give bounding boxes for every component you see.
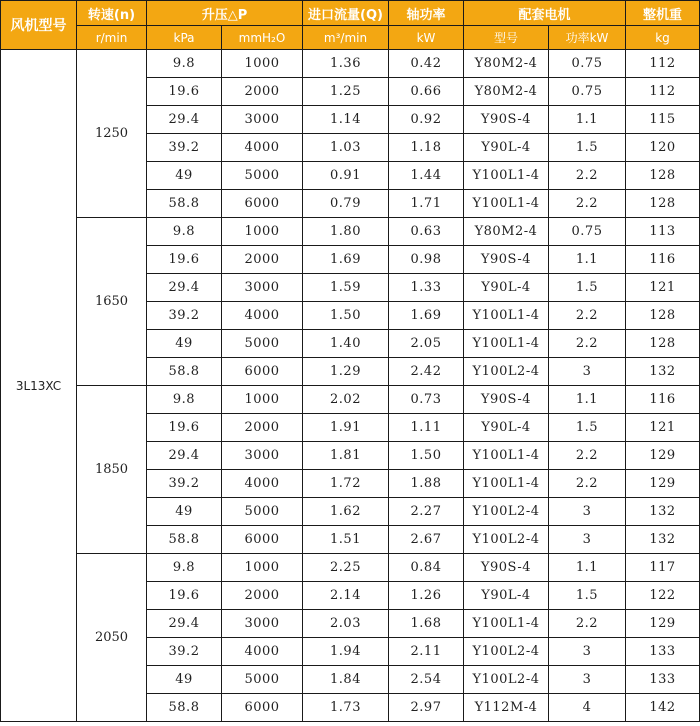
- cell-flow: 1.72: [303, 470, 389, 498]
- cell-kpa: 58.8: [147, 694, 222, 722]
- cell-kpa: 19.6: [147, 582, 222, 610]
- cell-mmh2o: 3000: [222, 274, 303, 302]
- cell-kpa: 9.8: [147, 386, 222, 414]
- cell-motor-model: Y100L2-4: [464, 666, 549, 694]
- cell-weight: 128: [626, 330, 700, 358]
- cell-shaft-power: 1.18: [389, 134, 464, 162]
- cell-motor-power: 2.2: [549, 302, 626, 330]
- cell-shaft-power: 2.05: [389, 330, 464, 358]
- cell-motor-model: Y90S-4: [464, 386, 549, 414]
- cell-mmh2o: 1000: [222, 50, 303, 78]
- cell-weight: 128: [626, 162, 700, 190]
- cell-mmh2o: 2000: [222, 246, 303, 274]
- cell-mmh2o: 6000: [222, 526, 303, 554]
- cell-mmh2o: 2000: [222, 78, 303, 106]
- cell-weight: 133: [626, 666, 700, 694]
- cell-weight: 122: [626, 582, 700, 610]
- cell-shaft-power: 0.84: [389, 554, 464, 582]
- cell-motor-model: Y100L2-4: [464, 526, 549, 554]
- cell-kpa: 58.8: [147, 190, 222, 218]
- cell-flow: 1.91: [303, 414, 389, 442]
- cell-weight: 115: [626, 106, 700, 134]
- cell-mmh2o: 6000: [222, 190, 303, 218]
- cell-flow: 1.84: [303, 666, 389, 694]
- cell-speed: 1650: [77, 218, 147, 386]
- cell-shaft-power: 1.11: [389, 414, 464, 442]
- cell-mmh2o: 2000: [222, 414, 303, 442]
- cell-motor-model: Y80M2-4: [464, 50, 549, 78]
- cell-kpa: 39.2: [147, 134, 222, 162]
- cell-motor-model: Y100L2-4: [464, 498, 549, 526]
- cell-speed: 2050: [77, 554, 147, 722]
- cell-motor-power: 1.5: [549, 134, 626, 162]
- cell-kpa: 29.4: [147, 610, 222, 638]
- unit-flow: m³/min: [303, 26, 389, 50]
- cell-kpa: 9.8: [147, 218, 222, 246]
- cell-kpa: 49: [147, 498, 222, 526]
- cell-flow: 2.25: [303, 554, 389, 582]
- cell-kpa: 9.8: [147, 554, 222, 582]
- cell-shaft-power: 2.67: [389, 526, 464, 554]
- cell-motor-power: 1.5: [549, 582, 626, 610]
- cell-motor-model: Y100L1-4: [464, 470, 549, 498]
- cell-weight: 129: [626, 470, 700, 498]
- cell-weight: 128: [626, 190, 700, 218]
- cell-motor-power: 0.75: [549, 50, 626, 78]
- cell-mmh2o: 4000: [222, 302, 303, 330]
- cell-shaft-power: 0.92: [389, 106, 464, 134]
- cell-motor-model: Y80M2-4: [464, 218, 549, 246]
- cell-shaft-power: 0.42: [389, 50, 464, 78]
- cell-shaft-power: 2.97: [389, 694, 464, 722]
- cell-motor-model: Y100L1-4: [464, 162, 549, 190]
- cell-shaft-power: 1.88: [389, 470, 464, 498]
- unit-mmh2o: mmH₂O: [222, 26, 303, 50]
- cell-flow: 1.62: [303, 498, 389, 526]
- cell-mmh2o: 2000: [222, 582, 303, 610]
- cell-kpa: 39.2: [147, 302, 222, 330]
- cell-mmh2o: 4000: [222, 470, 303, 498]
- cell-shaft-power: 1.44: [389, 162, 464, 190]
- cell-flow: 1.25: [303, 78, 389, 106]
- cell-flow: 1.73: [303, 694, 389, 722]
- cell-shaft-power: 0.98: [389, 246, 464, 274]
- cell-kpa: 19.6: [147, 246, 222, 274]
- cell-shaft-power: 1.69: [389, 302, 464, 330]
- cell-flow: 0.91: [303, 162, 389, 190]
- header-weight: 整机重: [626, 1, 700, 26]
- header-row-units: [1, 26, 700, 50]
- cell-motor-power: 3: [549, 666, 626, 694]
- cell-motor-power: 1.1: [549, 554, 626, 582]
- cell-flow: 1.51: [303, 526, 389, 554]
- cell-mmh2o: 4000: [222, 638, 303, 666]
- cell-motor-model: Y100L2-4: [464, 358, 549, 386]
- cell-motor-power: 1.1: [549, 386, 626, 414]
- cell-motor-model: Y112M-4: [464, 694, 549, 722]
- unit-speed: r/min: [77, 26, 147, 50]
- cell-mmh2o: 5000: [222, 498, 303, 526]
- cell-weight: 129: [626, 442, 700, 470]
- unit-shaft-power: kW: [389, 26, 464, 50]
- cell-weight: 116: [626, 246, 700, 274]
- cell-mmh2o: 1000: [222, 554, 303, 582]
- cell-motor-power: 3: [549, 526, 626, 554]
- table-body: [1, 50, 700, 722]
- cell-motor-power: 1.5: [549, 414, 626, 442]
- header-pressure: 升压△P: [147, 1, 303, 26]
- cell-motor-model: Y100L1-4: [464, 610, 549, 638]
- cell-flow: 1.80: [303, 218, 389, 246]
- cell-kpa: 58.8: [147, 358, 222, 386]
- cell-motor-model: Y80M2-4: [464, 78, 549, 106]
- cell-motor-power: 1.1: [549, 246, 626, 274]
- cell-flow: 2.14: [303, 582, 389, 610]
- cell-motor-power: 1.1: [549, 106, 626, 134]
- cell-kpa: 29.4: [147, 442, 222, 470]
- cell-weight: 129: [626, 610, 700, 638]
- table-row: [1, 554, 700, 582]
- cell-kpa: 9.8: [147, 50, 222, 78]
- cell-speed: 1250: [77, 50, 147, 218]
- unit-kpa: kPa: [147, 26, 222, 50]
- cell-flow: 2.02: [303, 386, 389, 414]
- cell-motor-power: 3: [549, 498, 626, 526]
- cell-weight: 121: [626, 414, 700, 442]
- cell-mmh2o: 4000: [222, 134, 303, 162]
- cell-speed: 1850: [77, 386, 147, 554]
- cell-shaft-power: 1.26: [389, 582, 464, 610]
- cell-kpa: 39.2: [147, 470, 222, 498]
- cell-flow: 1.94: [303, 638, 389, 666]
- cell-mmh2o: 6000: [222, 694, 303, 722]
- cell-weight: 112: [626, 50, 700, 78]
- header-motor: 配套电机: [464, 1, 626, 26]
- cell-mmh2o: 3000: [222, 442, 303, 470]
- cell-flow: 2.03: [303, 610, 389, 638]
- cell-shaft-power: 2.27: [389, 498, 464, 526]
- cell-mmh2o: 3000: [222, 106, 303, 134]
- cell-kpa: 39.2: [147, 638, 222, 666]
- cell-kpa: 49: [147, 330, 222, 358]
- cell-kpa: 49: [147, 162, 222, 190]
- cell-shaft-power: 1.50: [389, 442, 464, 470]
- cell-kpa: 29.4: [147, 274, 222, 302]
- header-flow: 进口流量(Q): [303, 1, 389, 26]
- table-row: [1, 50, 700, 78]
- cell-shaft-power: 0.63: [389, 218, 464, 246]
- cell-weight: 113: [626, 218, 700, 246]
- table-header: [1, 1, 700, 50]
- cell-shaft-power: 2.11: [389, 638, 464, 666]
- cell-kpa: 19.6: [147, 78, 222, 106]
- cell-mmh2o: 1000: [222, 386, 303, 414]
- cell-motor-model: Y90S-4: [464, 106, 549, 134]
- cell-motor-power: 0.75: [549, 218, 626, 246]
- cell-motor-power: 2.2: [549, 190, 626, 218]
- unit-weight: kg: [626, 26, 700, 50]
- cell-motor-model: Y90L-4: [464, 414, 549, 442]
- cell-shaft-power: 2.42: [389, 358, 464, 386]
- cell-motor-power: 3: [549, 358, 626, 386]
- cell-mmh2o: 5000: [222, 162, 303, 190]
- cell-motor-power: 0.75: [549, 78, 626, 106]
- cell-flow: 1.81: [303, 442, 389, 470]
- header-model: 风机型号: [1, 1, 77, 50]
- cell-mmh2o: 3000: [222, 610, 303, 638]
- cell-mmh2o: 5000: [222, 666, 303, 694]
- cell-mmh2o: 6000: [222, 358, 303, 386]
- table-row: [1, 386, 700, 414]
- cell-motor-power: 2.2: [549, 442, 626, 470]
- cell-weight: 132: [626, 526, 700, 554]
- cell-weight: 133: [626, 638, 700, 666]
- unit-motor-model: 型号: [464, 26, 549, 50]
- cell-kpa: 49: [147, 666, 222, 694]
- cell-weight: 117: [626, 554, 700, 582]
- cell-shaft-power: 1.33: [389, 274, 464, 302]
- cell-kpa: 58.8: [147, 526, 222, 554]
- cell-shaft-power: 1.68: [389, 610, 464, 638]
- cell-flow: 0.79: [303, 190, 389, 218]
- unit-motor-power: 功率kW: [549, 26, 626, 50]
- cell-shaft-power: 2.54: [389, 666, 464, 694]
- cell-motor-model: Y100L1-4: [464, 190, 549, 218]
- cell-motor-model: Y100L1-4: [464, 330, 549, 358]
- cell-motor-model: Y100L1-4: [464, 302, 549, 330]
- cell-mmh2o: 5000: [222, 330, 303, 358]
- cell-mmh2o: 1000: [222, 218, 303, 246]
- header-shaft-power: 轴功率: [389, 1, 464, 26]
- cell-flow: 1.29: [303, 358, 389, 386]
- cell-weight: 128: [626, 302, 700, 330]
- cell-weight: 132: [626, 498, 700, 526]
- cell-flow: 1.40: [303, 330, 389, 358]
- cell-weight: 116: [626, 386, 700, 414]
- cell-weight: 132: [626, 358, 700, 386]
- cell-flow: 1.03: [303, 134, 389, 162]
- cell-motor-model: Y90S-4: [464, 554, 549, 582]
- cell-motor-power: 2.2: [549, 470, 626, 498]
- cell-kpa: 29.4: [147, 106, 222, 134]
- cell-shaft-power: 0.66: [389, 78, 464, 106]
- cell-motor-model: Y100L2-4: [464, 638, 549, 666]
- cell-motor-power: 2.2: [549, 610, 626, 638]
- table-row: [1, 218, 700, 246]
- cell-weight: 112: [626, 78, 700, 106]
- cell-flow: 1.36: [303, 50, 389, 78]
- cell-motor-model: Y90S-4: [464, 246, 549, 274]
- cell-motor-model: Y90L-4: [464, 274, 549, 302]
- cell-model: 3L13XC: [1, 50, 77, 722]
- cell-motor-power: 3: [549, 638, 626, 666]
- cell-motor-model: Y100L1-4: [464, 442, 549, 470]
- cell-motor-model: Y90L-4: [464, 582, 549, 610]
- cell-shaft-power: 1.71: [389, 190, 464, 218]
- cell-kpa: 19.6: [147, 414, 222, 442]
- cell-motor-power: 4: [549, 694, 626, 722]
- cell-shaft-power: 0.73: [389, 386, 464, 414]
- cell-flow: 1.14: [303, 106, 389, 134]
- header-row-main: [1, 1, 700, 26]
- cell-motor-model: Y90L-4: [464, 134, 549, 162]
- cell-motor-power: 2.2: [549, 162, 626, 190]
- cell-flow: 1.50: [303, 302, 389, 330]
- cell-weight: 121: [626, 274, 700, 302]
- cell-weight: 142: [626, 694, 700, 722]
- cell-weight: 120: [626, 134, 700, 162]
- cell-motor-power: 1.5: [549, 274, 626, 302]
- cell-flow: 1.59: [303, 274, 389, 302]
- cell-flow: 1.69: [303, 246, 389, 274]
- cell-motor-power: 2.2: [549, 330, 626, 358]
- header-speed: 转速(n): [77, 1, 147, 26]
